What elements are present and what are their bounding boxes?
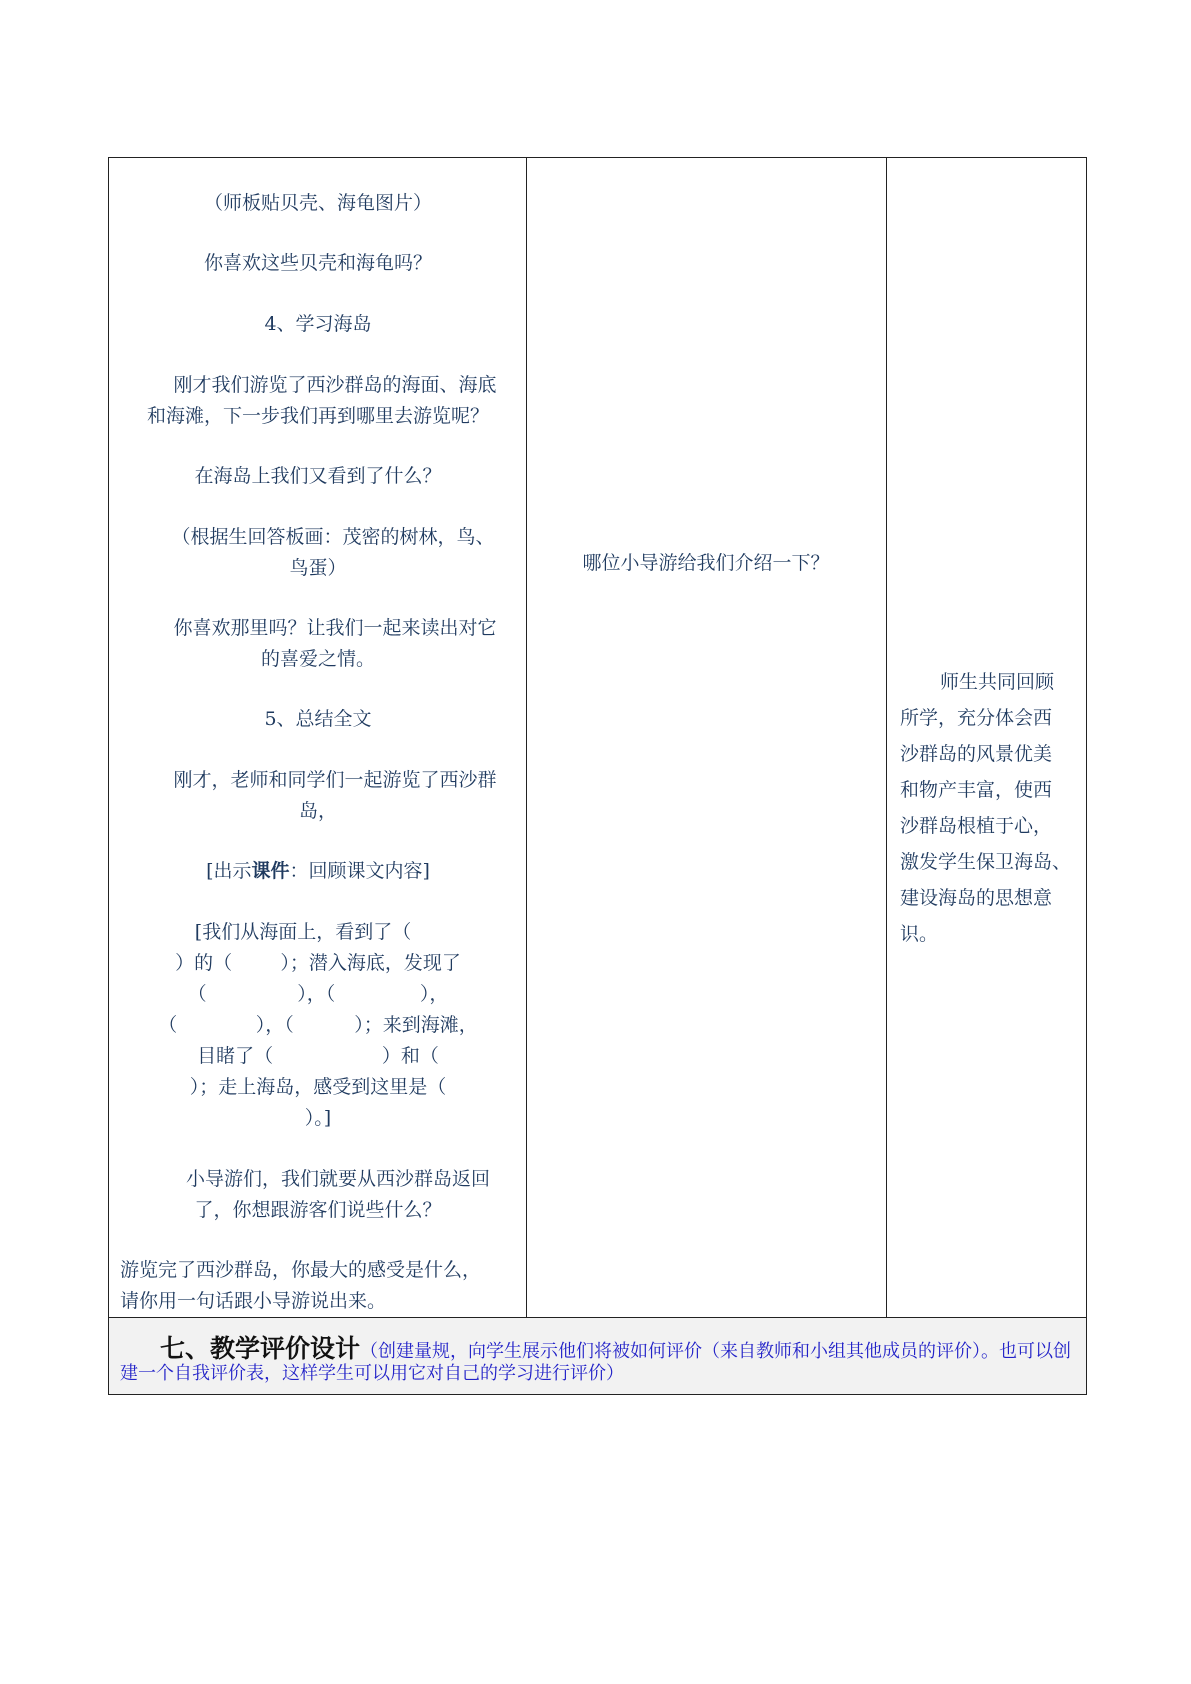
board-note: （师板贴贝壳、海龟图片） xyxy=(203,192,432,214)
paragraph-line: 刚才，老师和同学们一起游览了西沙群 xyxy=(173,769,497,791)
courseware-prefix: [出示 xyxy=(206,860,252,882)
paragraph-line: 的喜爱之情。 xyxy=(260,648,375,670)
courseware-keyword: 课件 xyxy=(251,860,290,882)
fill-blank-line: ）；走上海岛，感受到这里是（ xyxy=(189,1076,447,1098)
student-question: 哪位小导游给我们介绍一下？ xyxy=(582,552,830,574)
intent-line: 建设海岛的思想意 xyxy=(900,887,1053,909)
fill-blank-line: 目睹了（ ）和（ xyxy=(197,1045,439,1067)
paragraph-line: 和海滩，下一步我们再到哪里去游览呢？ xyxy=(146,405,489,427)
section-description-cont: 建一个自我评价表，这样学生可以用它对自己的学习进行评价） xyxy=(120,1363,624,1384)
board-note: 鸟蛋） xyxy=(289,557,347,579)
section-heading: 七、教学评价设计 xyxy=(160,1334,361,1363)
intent-line: 识。 xyxy=(900,923,939,945)
column-divider-2 xyxy=(886,157,887,1317)
paragraph-line: 你喜欢那里吗？让我们一起来读出对它 xyxy=(173,617,497,639)
fill-blank-line: ）。] xyxy=(304,1107,332,1129)
intent-line: 师生共同回顾 xyxy=(940,671,1055,693)
step-heading-4: 4、学习海岛 xyxy=(264,313,372,335)
paragraph-line: 小导游们，我们就要从西沙群岛返回 xyxy=(185,1168,490,1190)
intent-line: 沙群岛根植于心， xyxy=(900,815,1053,837)
intent-line: 和物产丰富，使西 xyxy=(900,779,1053,801)
paragraph-line: 游览完了西沙群岛，你最大的感受是什么， xyxy=(120,1259,482,1281)
intent-line: 激发学生保卫海岛、 xyxy=(900,851,1072,873)
courseware-note xyxy=(112,856,524,887)
intent-line: 所学，充分体会西 xyxy=(900,707,1053,729)
column-divider-1 xyxy=(526,157,527,1317)
section-description: （创建量规，向学生展示他们将被如何评价（来自教师和小组其他成员的评价）。也可以创 xyxy=(360,1341,1072,1362)
paragraph-line: 岛， xyxy=(298,800,337,822)
question-island: 在海岛上我们又看到了什么？ xyxy=(194,465,442,487)
paragraph-line: 了，你想跟游客们说些什么？ xyxy=(194,1199,442,1221)
fill-blank-line: （ ），（ ）， xyxy=(187,983,449,1005)
board-note: （根据生回答板画：茂密的树林，鸟、 xyxy=(171,526,495,548)
paragraph-line: 刚才我们游览了西沙群岛的海面、海底 xyxy=(173,374,497,396)
courseware-suffix: ：回顾课文内容] xyxy=(289,860,430,882)
step-heading-5: 5、总结全文 xyxy=(264,708,372,730)
question-shells: 你喜欢这些贝壳和海龟吗？ xyxy=(203,252,432,274)
paragraph-line: 请你用一句话跟小导游说出来。 xyxy=(120,1290,387,1312)
intent-line: 沙群岛的风景优美 xyxy=(900,743,1053,765)
fill-blank-line: （ ），（ ）；来到海滩， xyxy=(158,1014,478,1036)
fill-blank-line: ）的（ ）；潜入海底，发现了 xyxy=(175,952,461,974)
fill-blank-line: [我们从海面上，看到了（ xyxy=(194,921,412,943)
